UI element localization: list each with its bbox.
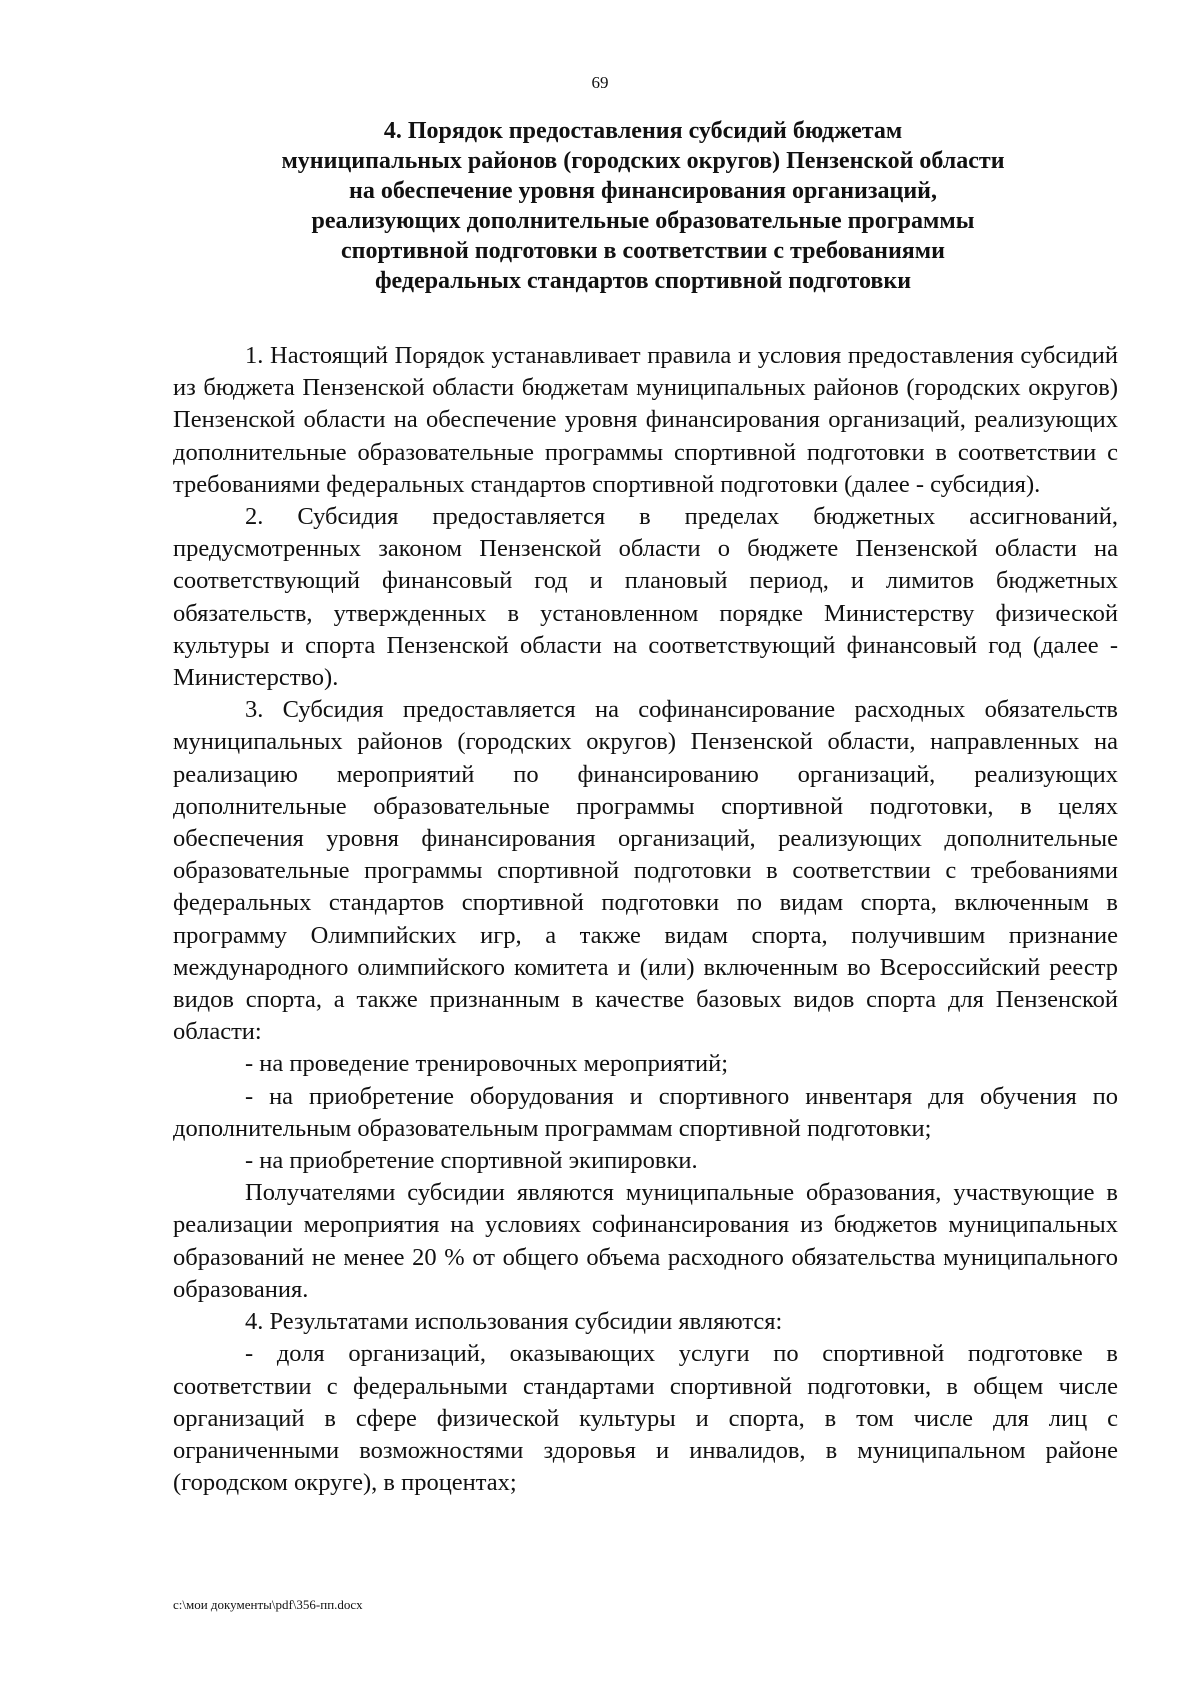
paragraph-recipients: Получателями субсидии являются муниципальные образования, участвующие в реализации мероприятия на условиях софинансирования из бюджетов муниципальных образований не менее 20 % от общего объема расходного обязательства муниципального образования. [173, 1179, 1118, 1303]
paragraph-1: 1. Настоящий Порядок устанавливает правила и условия предоставления субсидий из бюджета Пензенской области бюджетам муниципальных районов (городских округов) Пензенской области на обеспечение уровня финансирования организаций, реализующих дополнительные образовательные программы спортивной подготовки в соответствии с требованиями федеральных стандартов спортивной подготовки (далее - субсидия). [173, 342, 1118, 498]
list-item-equipment: - на приобретение оборудования и спортивного инвентаря для обучения по дополнительным образовательным программам спортивной подготовки; [173, 1082, 1118, 1142]
heading-line: федеральных стандартов спортивной подготовки [374, 268, 912, 294]
heading-line: спортивной подготовки в соответствии с требованиями [341, 238, 945, 264]
heading-line: 4. Порядок предоставления субсидий бюджетам [383, 118, 903, 144]
section-heading [170, 116, 1116, 296]
heading-line: реализующих дополнительные образовательные программы [311, 208, 975, 234]
paragraph-3: 3. Субсидия предоставляется на софинансирование расходных обязательств муниципальных районов (городских округов) Пензенской области, направленных на реализацию мероприятий по финансированию организаций, реализующих дополнительные образовательные программы спортивной подготовки, в целях обеспечения уровня финансирования организаций, реализующих дополнительные образовательные программы спортивной подготовки в соответствии с требованиями федеральных стандартов спортивной подготовки по видам спорта, включенным в программу Олимпийских игр, а также видам спорта, получившим признание международного олимпийского комитета и (или) включенным во Всероссийский реестр видов спорта, а также признанным в качестве базовых видов спорта для Пензенской области: [173, 696, 1118, 1046]
paragraph-4: 4. Результатами использования субсидии являются: [245, 1308, 783, 1336]
footer-file-path: c:\мои документы\pdf\356-пп.docx [173, 1597, 363, 1612]
document-body [173, 340, 1118, 1499]
heading-line: муниципальных районов (городских округов) Пензенской области [281, 148, 1005, 174]
paragraph-2: 2. Субсидия предоставляется в пределах бюджетных ассигнований, предусмотренных законом Пензенской области о бюджете Пензенской области на соответствующий финансовый год и плановый период, и лимитов бюджетных обязательств, утвержденных в установленном порядке Министерству физической культуры и спорта Пензенской области на соответствующий финансовый год (далее - Министерство). [173, 503, 1118, 692]
page-number: 69 [591, 73, 609, 92]
list-item-share: - доля организаций, оказывающих услуги по спортивной подготовке в соответствии с федеральными стандартами спортивной подготовки, в общем числе организаций в сфере физической культуры и спорта, в том числе для лиц с ограниченными возможностями здоровья и инвалидов, в муниципальном районе (городском округе), в процентах; [173, 1340, 1118, 1497]
heading-line: на обеспечение уровня финансирования организаций, [349, 178, 937, 204]
list-item-outfit: - на приобретение спортивной экипировки. [245, 1147, 698, 1175]
list-item-training: - на проведение тренировочных мероприятий; [245, 1050, 729, 1078]
